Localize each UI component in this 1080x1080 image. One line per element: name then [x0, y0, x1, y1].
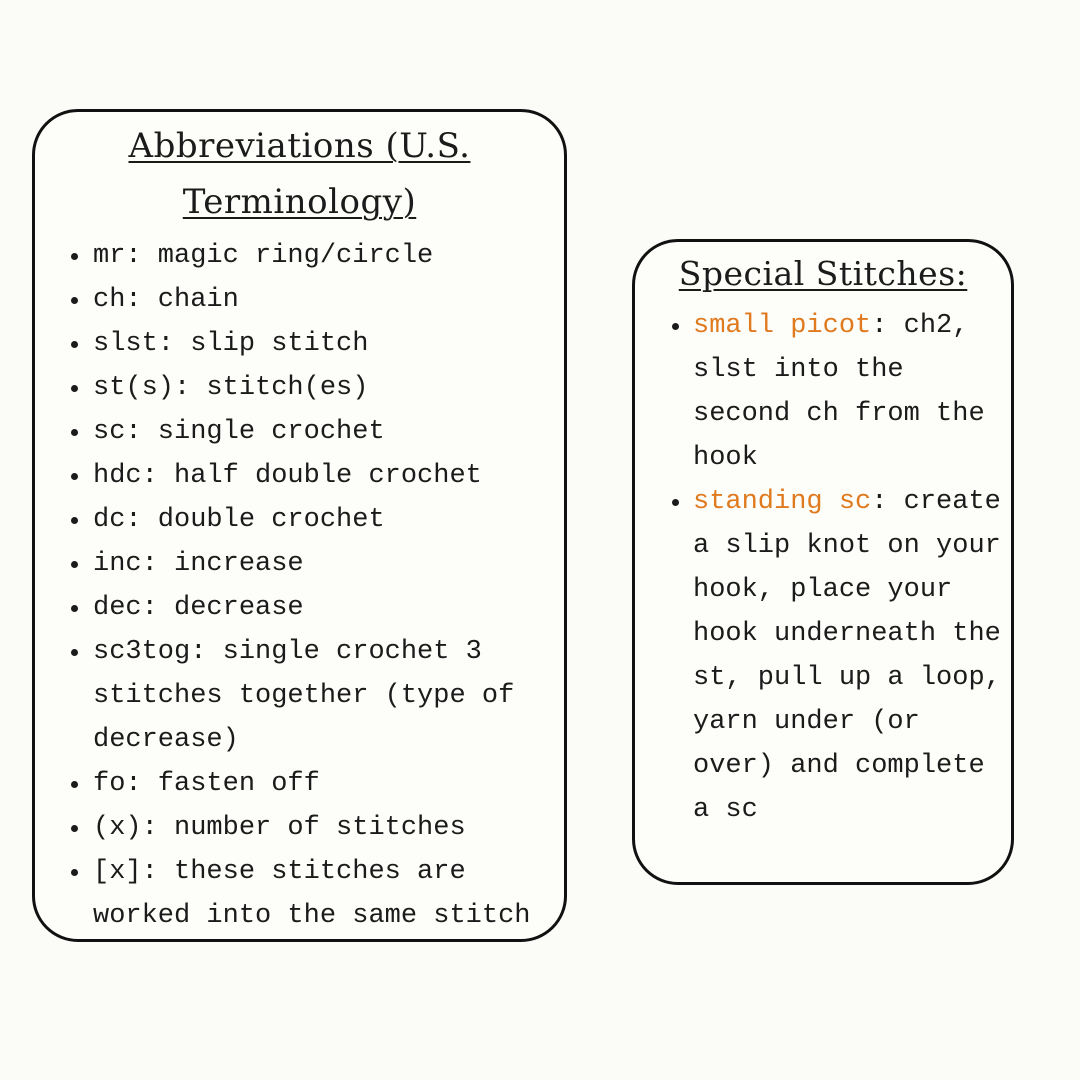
abbreviation-item: dec: decrease	[35, 586, 564, 630]
special-stitch-item	[635, 304, 1011, 480]
abbreviations-list	[35, 234, 564, 938]
abbreviation-item: inc: increase	[35, 542, 564, 586]
abbreviation-item: (x): number of stitches	[35, 806, 564, 850]
special-stitch-term: small picot	[693, 311, 872, 341]
special-stitches-list	[635, 304, 1011, 832]
special-stitch-separator: :	[871, 311, 888, 341]
special-stitches-card	[632, 239, 1014, 885]
special-stitches-title: Special Stitches:	[678, 254, 968, 293]
abbreviation-item: mr: magic ring/circle	[35, 234, 564, 278]
abbreviations-card	[32, 109, 567, 942]
abbreviations-title: Abbreviations (U.S. Terminology)	[128, 126, 471, 222]
abbreviation-item: hdc: half double crochet	[35, 454, 564, 498]
special-stitch-term: standing sc	[693, 487, 872, 517]
special-stitch-description: create a slip knot on your hook, place your hook underneath the st, pull up a loop, yarn under (or over) and complete a sc	[693, 487, 1001, 825]
abbreviation-item: sc: single crochet	[35, 410, 564, 454]
special-stitch-description: ch2, slst into the second ch from the hook	[693, 311, 985, 473]
abbreviation-item: fo: fasten off	[35, 762, 564, 806]
abbreviation-item: ch: chain	[35, 278, 564, 322]
special-stitch-item	[635, 480, 1011, 832]
abbreviation-item: slst: slip stitch	[35, 322, 564, 366]
abbreviation-item: [x]: these stitches are worked into the same stitch	[35, 850, 564, 938]
abbreviation-item: dc: double crochet	[35, 498, 564, 542]
special-stitch-separator: :	[871, 487, 888, 517]
abbreviation-item: sc3tog: single crochet 3 stitches together (type of decrease)	[35, 630, 564, 762]
abbreviation-item: st(s): stitch(es)	[35, 366, 564, 410]
